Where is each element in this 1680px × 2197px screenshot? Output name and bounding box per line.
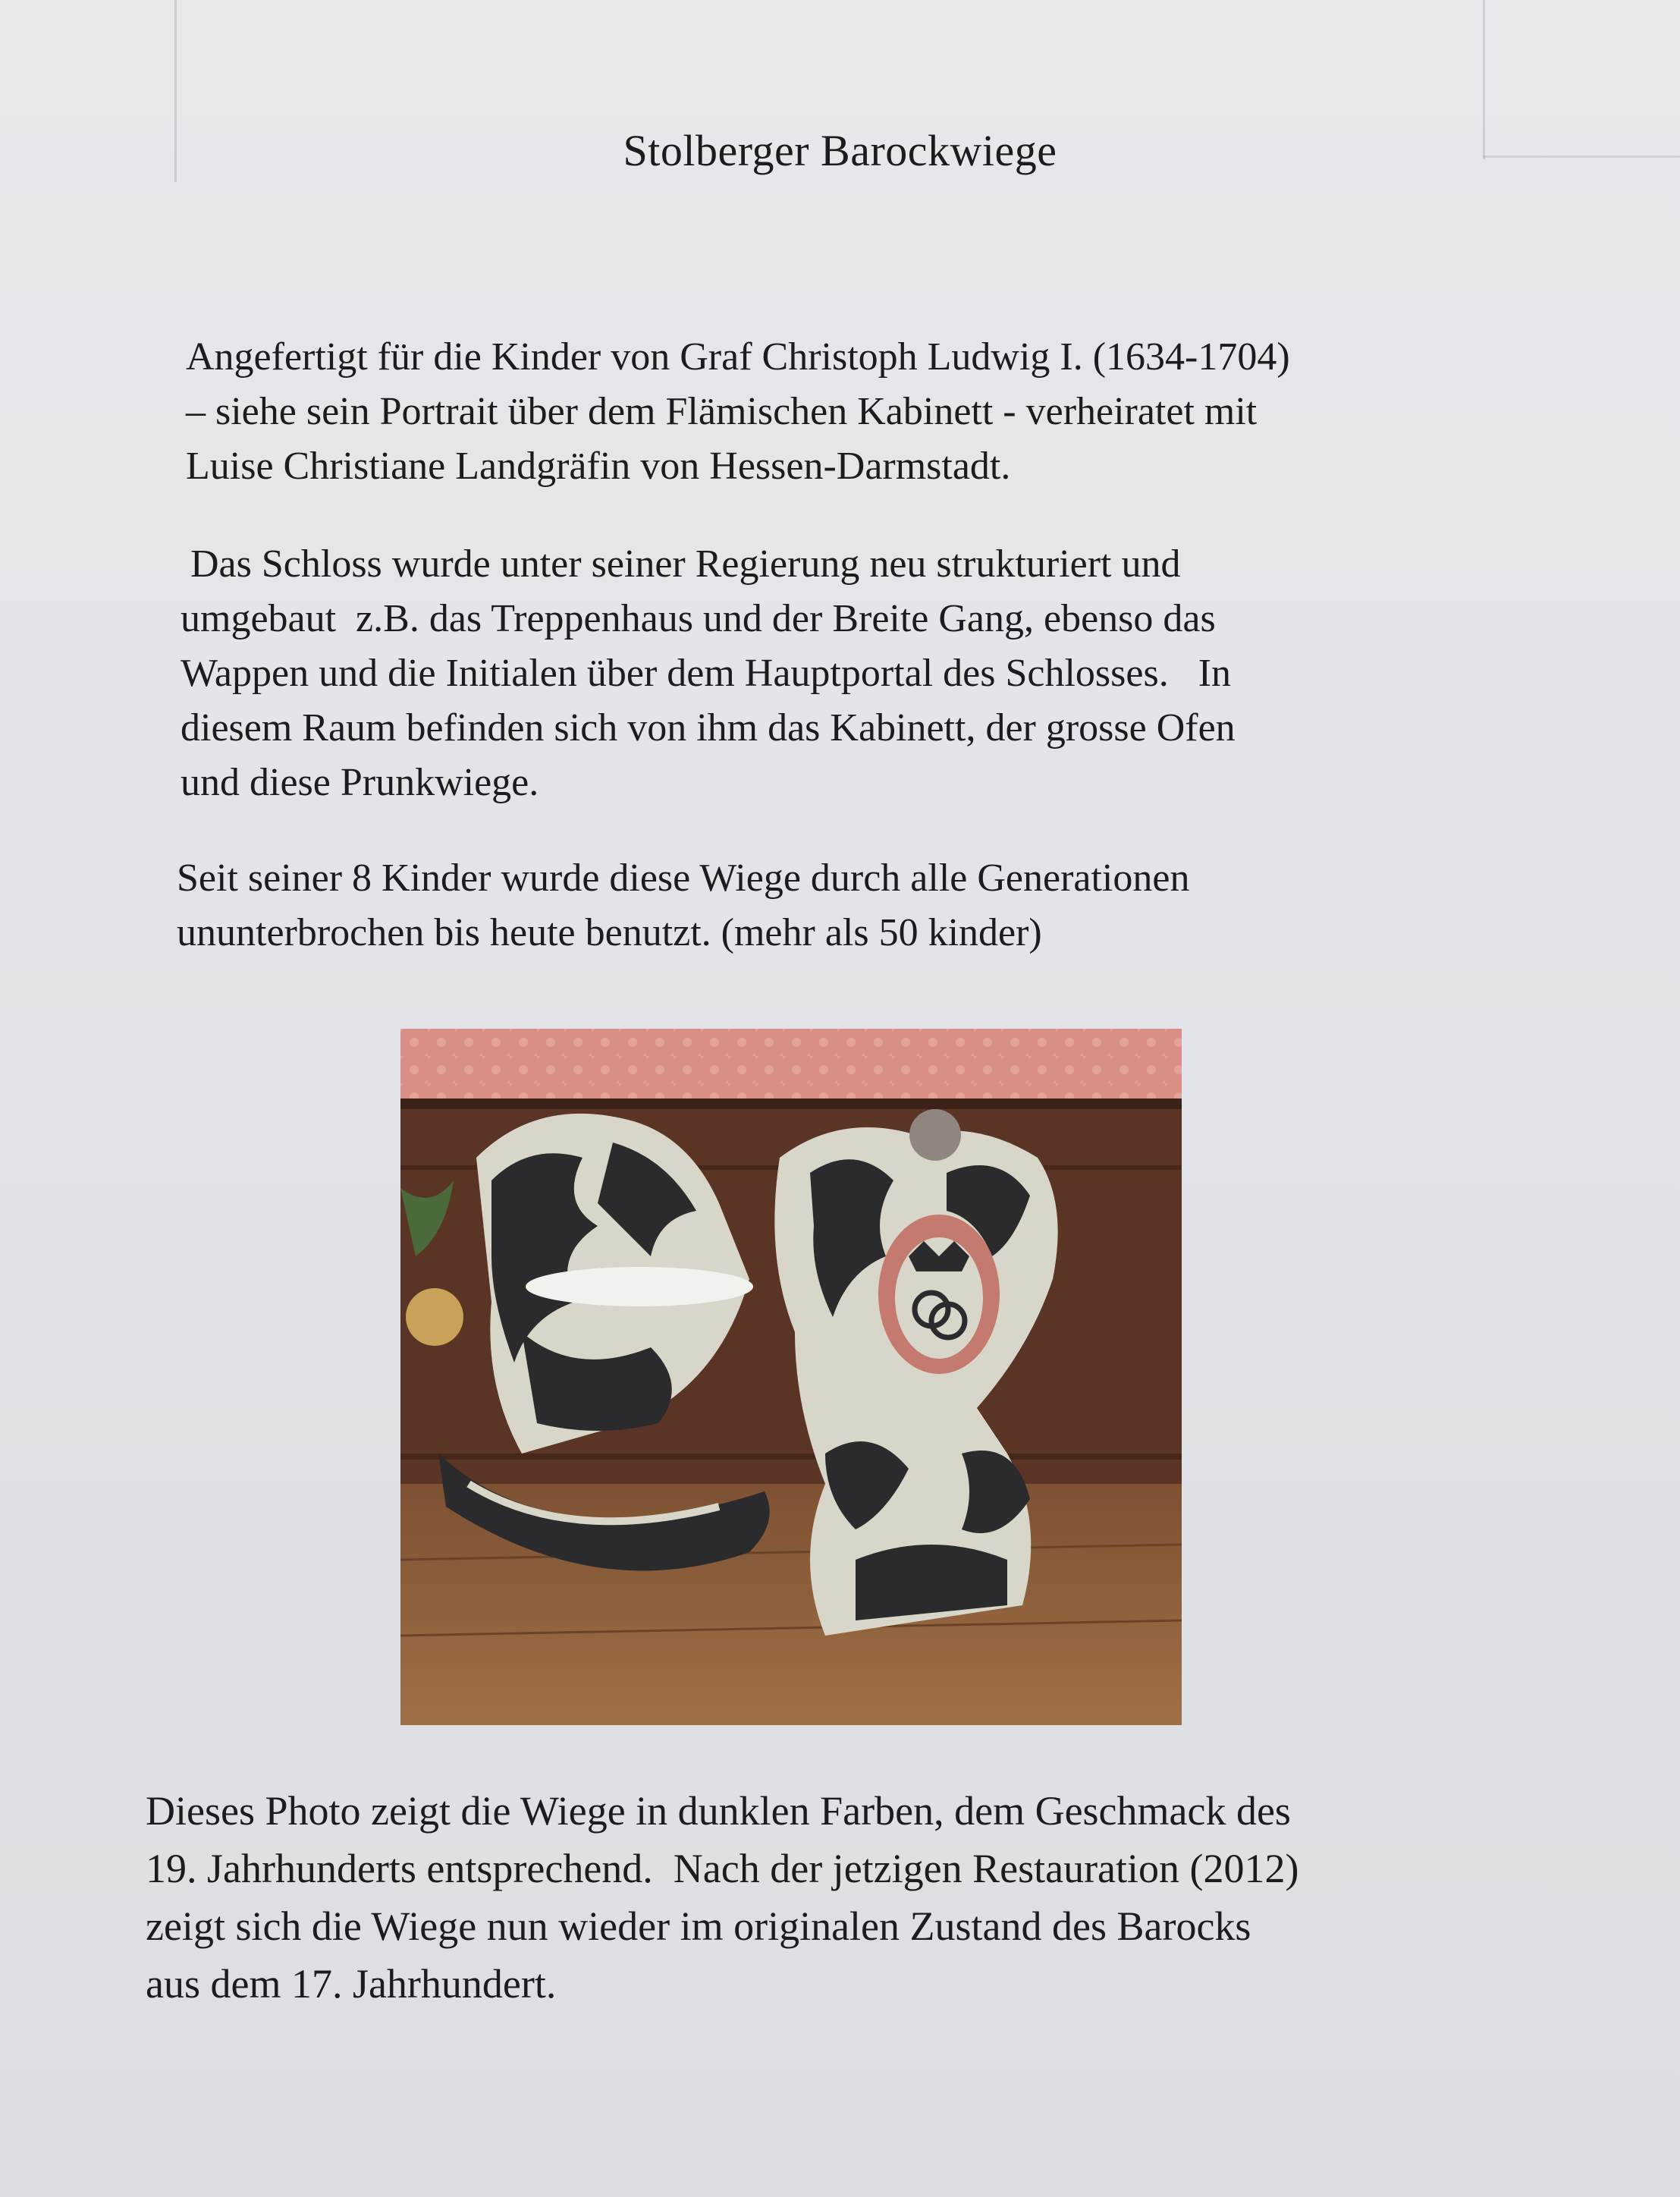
text-line: Angefertigt für die Kinder von Graf Christoph Ludwig I. (1634-1704) (186, 335, 1290, 379)
document-title: Stolberger Barockwiege (623, 126, 1057, 175)
text-line: ununterbrochen bis heute benutzt. (mehr als 50 kinder) (177, 911, 1042, 954)
caption-line: 19. Jahrhunderts entsprechend. Nach der jetzigen Restauration (2012) (146, 1846, 1299, 1891)
caption-line: aus dem 17. Jahrhundert. (146, 1961, 557, 2007)
cradle-photo (400, 1029, 1182, 1725)
text-line: Luise Christiane Landgräfin von Hessen-Darmstadt. (186, 445, 1011, 488)
intro-paragraph (186, 330, 1290, 494)
history-paragraph (181, 537, 1236, 810)
text-line: Seit seiner 8 Kinder wurde diese Wiege durch alle Generationen (177, 856, 1190, 900)
text-line: diesem Raum befinden sich von ihm das Kabinett, der grosse Ofen (181, 706, 1236, 750)
wallpaper (400, 1029, 1182, 1103)
usage-paragraph (177, 851, 1189, 960)
cherub-head (909, 1109, 961, 1161)
text-line: umgebaut z.B. das Treppenhaus und der Breite Gang, ebenso das (181, 597, 1216, 640)
caption-line: zeigt sich die Wiege nun wieder im originalen Zustand des Barocks (146, 1903, 1251, 1949)
cradle-illustration (400, 1029, 1182, 1725)
ornament-ball (406, 1288, 463, 1346)
text-line: Das Schloss wurde unter seiner Regierung neu strukturiert und (181, 542, 1181, 586)
text-line: und diese Prunkwiege. (181, 761, 539, 804)
caption-line: Dieses Photo zeigt die Wiege in dunklen Farben, dem Geschmack des (146, 1788, 1291, 1834)
text-line: Wappen und die Initialen über dem Hauptportal des Schlosses. In (181, 652, 1232, 695)
text-line: – siehe sein Portrait über dem Flämischen Kabinett - verheiratet mit (186, 390, 1258, 433)
photo-caption (146, 1782, 1299, 2013)
